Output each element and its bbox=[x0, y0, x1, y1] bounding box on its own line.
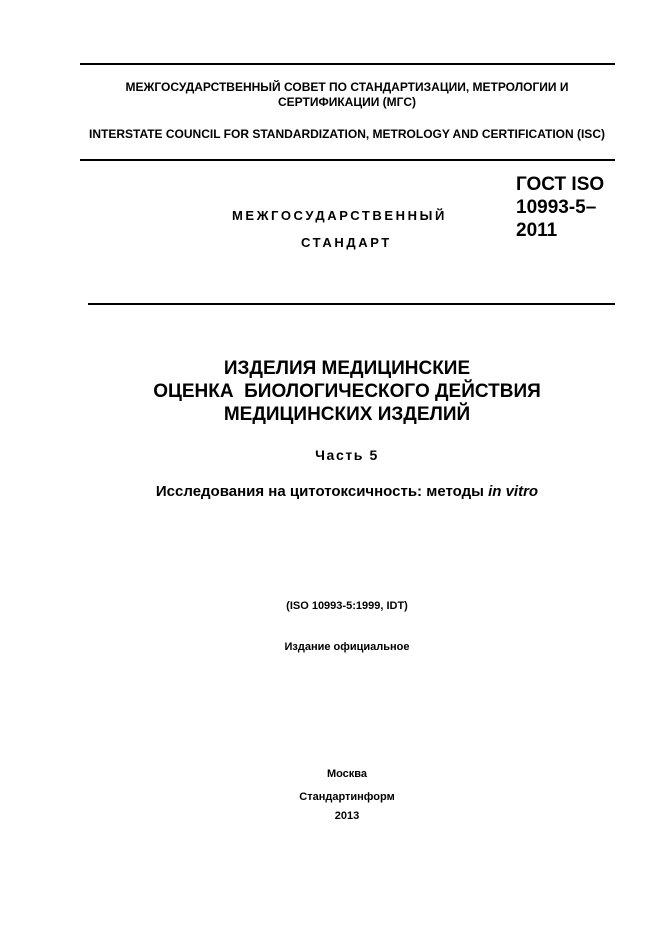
publication-year: 2013 bbox=[334, 810, 360, 822]
standard-code-line2: 10993-5– bbox=[516, 197, 597, 218]
publisher-name: Стандартинформ bbox=[299, 791, 395, 803]
council-name-ru: МЕЖГОСУДАРСТВЕННЫЙ СОВЕТ ПО СТАНДАРТИЗАЦИИ, МЕТРОЛОГИИ И СЕРТИФИКАЦИИ (МГС) bbox=[125, 80, 569, 109]
standard-code bbox=[516, 173, 646, 242]
part-number: Часть 5 bbox=[315, 447, 379, 463]
standard-label-line2: СТАНДАРТ bbox=[301, 235, 392, 250]
iso-reference: (ISO 10993-5:1999, IDT) bbox=[286, 600, 408, 612]
standard-code-line1: ГОСТ ISO bbox=[516, 174, 605, 195]
part-subtitle-italic: in vitro bbox=[488, 483, 539, 500]
document-title bbox=[40, 357, 654, 426]
top-rule bbox=[80, 63, 615, 65]
part-subtitle-main: Исследования на цитотоксичность: методы bbox=[155, 483, 489, 500]
title-line1: ИЗДЕЛИЯ МЕДИЦИНСКИЕ bbox=[223, 358, 471, 379]
edition-label: Издание официальное bbox=[284, 641, 410, 653]
standard-label-line1: МЕЖГОСУДАРСТВЕННЫЙ bbox=[232, 208, 447, 223]
publication-city: Москва bbox=[326, 768, 368, 780]
council-divider bbox=[80, 159, 615, 161]
part-subtitle bbox=[40, 483, 654, 500]
standard-code-line3: 2011 bbox=[516, 220, 558, 241]
title-line2: ОЦЕНКА БИОЛОГИЧЕСКОГО ДЕЙСТВИЯ bbox=[153, 381, 541, 402]
title-line3: МЕДИЦИНСКИХ ИЗДЕЛИЙ bbox=[223, 404, 471, 425]
council-name-en: INTERSTATE COUNCIL FOR STANDARDIZATION, METROLOGY AND CERTIFICATION (ISC) bbox=[89, 127, 605, 141]
header-divider bbox=[88, 303, 615, 305]
